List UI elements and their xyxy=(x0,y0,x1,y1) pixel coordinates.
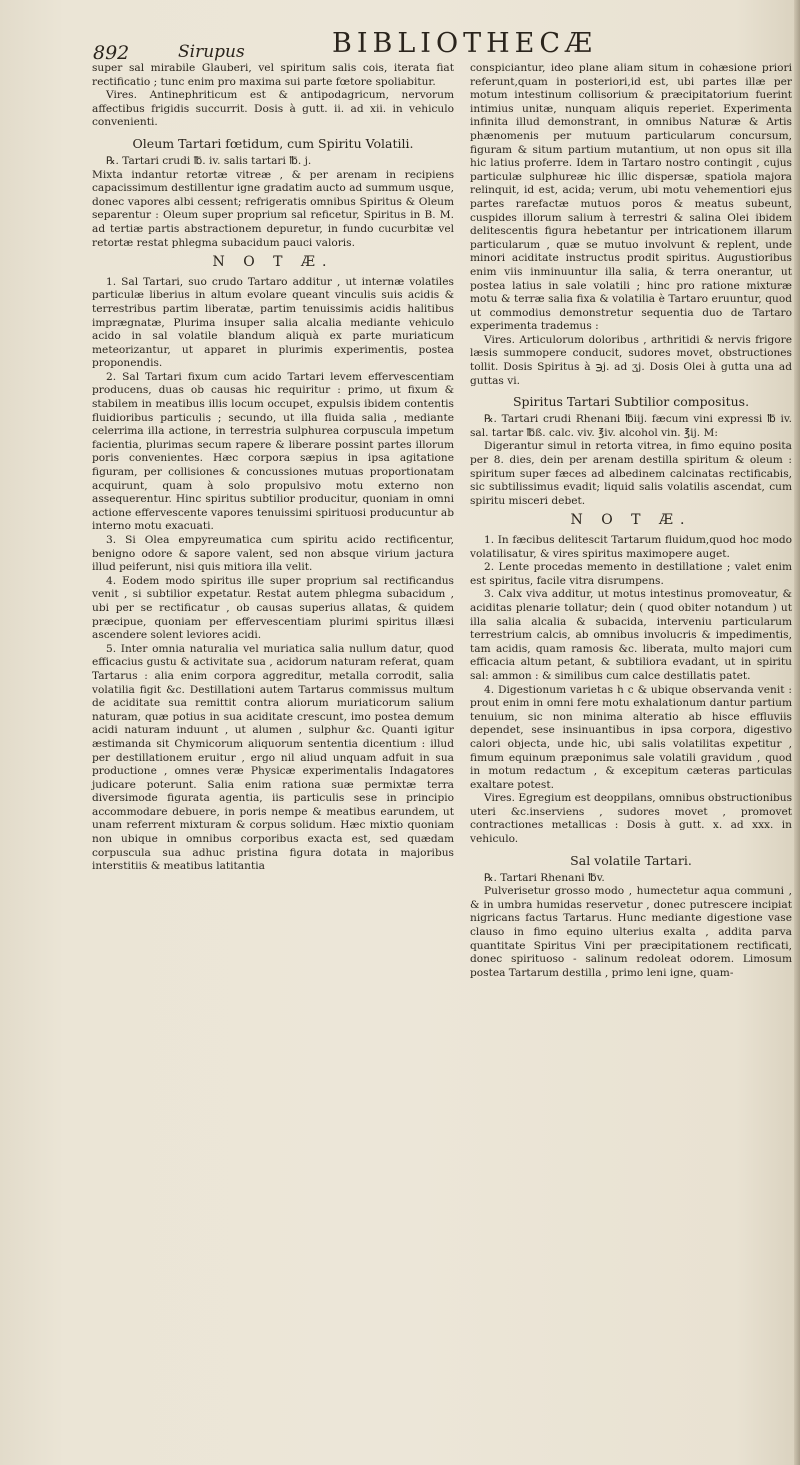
paragraph: 5. Inter omnia naturalia vel muriatica salia nullum datur, quod efficacius gustu & activitate sua , acidorum naturam referat, quam Tartarus : alia enim corpora aggreditur, metalla corrodit, salia volatilia figit &c. Destillationi autem Tartarus commissus multum de aciditate sua remittit contra aliorum muriaticorum salium naturam, quæ potius in sua aciditate crescunt, imo postea demum acidi naturam induunt , ut alumen , sulphur &c. Quanti igitur æstimanda sit Chymicorum aliquorum sententia dicentium : illud per destillationem eruitur , ergo nil aliud unquam adfuit in sua productione , omnes veræ Physicæ experimentalis Indagatores judicare poterunt. Salia enim rationa suæ permixtæ terra diversimode figurata agentia, iis particulis sese in principio accommodare debuere, in poris nempe & meatibus earundem, ut unam referrent mixturam & corpus solidum. Hæc mixtio quoniam non ubique in omnibus corporibus exacta est, sed quædam corpuscula sua adhuc pristina figura dotata in majoribus interstitiis & meatibus latitantia xyxy=(92,642,454,873)
paragraph: Mixta indantur retortæ vitreæ , & per arenam in recipiens capacissimum destillentur igne gradatim aucto ad summum usque, donec vapores albi cessent; refrigeratis omnibus Spiritus & Oleum separentur : Oleum super proprium sal reficetur, Spiritus in B. M. ad tertiæ partis abstractionem depuretur, in fundo cucurbitæ vel retortæ restat phlegma subacidum pauci valoris. xyxy=(92,168,454,249)
paragraph: 3. Calx viva additur, ut motus intestinus promoveatur, & aciditas plenarie tollatur; dein ( quod obiter notandum ) ut illa salia alcalia & subacida, interveniu particularum terrestrium calcis, ab omnibus involucris & impedimentis, tam acidis, quam ramosis &c. liberata, multo majori cum efficacia altum petant, & subtiliora evadant, ut in spiritu sal: ammon : & similibus cum calce destillatis patet. xyxy=(470,588,792,682)
paragraph: Vires. Egregium est deoppilans, omnibus obstructionibus uteri &c.inserviens , sudores movet , promovet contractiones metallicas : Dosis à gutt. x. ad xxx. in vehiculo. xyxy=(470,792,792,846)
paragraph: ℞. Tartari Rhenani ℔v. xyxy=(484,871,605,884)
section-heading: Spiritus Tartari Subtilior compositus. xyxy=(512,394,750,410)
page-header xyxy=(0,20,800,68)
paragraph: Pulverisetur grosso modo , humectetur aqua communi , & in umbra humidas reservetur , donec putrescere incipiat nigricans factus Tartarus. Hunc mediante digestione vase clauso in fimo equino ulterius exalta , addita parva quantitate Spiritus Vini per præcipitationem rectificati, donec spirituoso - salinum redoleat odorem. Limosum postea Tartarum destilla , primo leni igne, quam- xyxy=(470,885,792,979)
paragraph: super sal mirabile Glauberi, vel spiritum salis cois, iterata fiat rectificatio ; tunc enim pro maxima sui parte fœtore spoliabitur. xyxy=(92,62,454,88)
running-word: Sirupus xyxy=(178,42,245,62)
paragraph: conspiciantur, ideo plane aliam situm in cohæsione priori referunt,quam in posteriori,id est, ubi partes illæ per motum intestinum collisorium & præcipitatorium fuerint intimius unitæ, nunquam aliquis reperiet. Experimenta infinita illud demonstrant, in omnibus Naturæ & Artis phænomenis per mutuum particularum concursum, figuram & situm partium mutantium, ut non opus sit illa hic latius proferre. Idem in Tartaro nostro contingit , cujus particulæ sulphureæ hic illic dispersæ, spatiola majora relinquit, id est, acida; verum, ubi motu vehementiori ejus partes rarefactæ mutuos poros & meatus subeunt, cuspides illorum salium à terrestri & salina Olei ibidem delitescentis figura hebetantur per intricationem illarum particularum , quæ se mutuo involvunt & replent, unde minori aciditate instructus prodit spiritus. Augustioribus enim viis inminuuntur illa salia, & terra onerantur, ut postea latius in sale volatili ; hinc pro ratione mixturæ motu & terræ salia fixa & volatilia è Tartaro eruuntur, quod ut commodius demonstretur sequentia duo de Tartaro experimenta trademus : xyxy=(470,62,792,333)
paragraph: ℞. Tartari crudi Rhenani ℔iij. fæcum vini expressi ℔ iv. sal. tartar ℔ß. calc. viv. ℥iv. alcohol vin. ℥ij. M: xyxy=(470,413,792,439)
left-column xyxy=(92,62,454,874)
running-title: BIBLIOTHECÆ xyxy=(332,28,598,59)
paragraph: Vires. Antinephriticum est & antipodagricum, nervorum affectibus frigidis succurrit. Dosis à gutt. ii. ad xii. in vehiculo convenienti. xyxy=(92,89,454,129)
paragraph: 1. Sal Tartari, suo crudo Tartaro additur , ut internæ volatiles particulæ liberius in altum evolare queant vinculis suis acidis & terrestribus partim liberatæ, partim tenuissimis acidis halitibus imprægnatæ, Plurima insuper salia alcalia mediante vehiculo acido in sal volatile blandum aliquà ex parte muriaticum meteorizantur, ut apparet in plurimis experimentis, postea proponendis. xyxy=(92,275,454,370)
paragraph: 2. Lente procedas memento in destillatione ; valet enim est spiritus, facile vitra disrumpens. xyxy=(470,561,792,587)
notae-heading: N O T Æ. xyxy=(570,512,692,529)
paragraph: 4. Eodem modo spiritus ille super proprium sal rectificandus venit , si subtilior expetatur. Restat autem phlegma subacidum , ubi per se rectificatur , ob causas superius allatas, & quidem præcipue, quoniam per effervescentiam plurimi spiritus illæsi ascendere solent leviores acidi. xyxy=(92,574,454,642)
section-heading: Oleum Tartari fœtidum, cum Spiritu Volatili. xyxy=(132,135,414,151)
page-number: 892 xyxy=(93,42,130,64)
paragraph: ℞. Tartari crudi ℔. iv. salis tartari ℔. j. xyxy=(106,154,312,167)
paragraph: Digerantur simul in retorta vitrea, in fimo equino posita per 8. dies, dein per arenam destilla spiritum & oleum : spiritum super fæces ad albedinem calcinatas rectificabis, sic subtilissimus evadit; liquid salis volatilis ascendat, cum spiritu misceri debet. xyxy=(470,440,792,507)
paragraph: Vires. Articulorum doloribus , arthritidi & nervis frigore læsis summopere conducit, sudores movet, obstructiones tollit. Dosis Spiritus à ℈j. ad ʒj. Dosis Olei à gutta una ad guttas vi. xyxy=(470,333,792,387)
section-heading: Sal volatile Tartari. xyxy=(570,852,692,868)
paragraph: 2. Sal Tartari fixum cum acido Tartari levem effervescentiam producens, duas ob causas hic requiritur : primo, ut fixum & stabilem in meatibus illis locum occupet, expulsis ibidem contentis fluidioribus particulis ; secundo, ut illa fluida salia , mediante celerrima illa actione, in terrestria sulphurea corpuscula impetum facientia, plurimas secum rapere & liberare possint partes illorum poris convenientes. Hæc corpora sæpius in ipsa agitatione figuram, per collisiones & concussiones mutuas proportionatam acquirunt, quam à solo propulsivo motu externo non assequerentur. Hinc spiritus subtilior producitur, quoniam in omni actione effervescente vapores tenuissimi spirituosi producuntur ab interno motu exacuati. xyxy=(92,370,454,533)
right-column xyxy=(470,62,792,980)
paragraph: 3. Si Olea empyreumatica cum spiritu acido rectificentur, benigno odore & sapore valent, sed non absque virium jactura illud peiferunt, nisi quis mitiora illa velit. xyxy=(92,534,454,574)
page-edge-shadow xyxy=(794,0,800,1465)
notae-heading: N O T Æ. xyxy=(212,254,334,271)
paragraph: 1. In fæcibus delitescit Tartarum fluidum,quod hoc modo volatilisatur, & vires spiritus maximopere auget. xyxy=(470,534,792,560)
paragraph: 4. Digestionum varietas h c & ubique observanda venit : prout enim in omni fere motu exhalationum dantur partium tenuium, sic non minima alteratio ab hisce effluviis dependet, sese insinuantibus in ipsa corpora, digestivo calori objecta, unde hic, ubi salis volatilitas expetitur , fimum equinum præponimus sale volatili gravidum , quod in motum redactum , & excepitum cæteras particulas exaltare potest. xyxy=(470,683,792,791)
